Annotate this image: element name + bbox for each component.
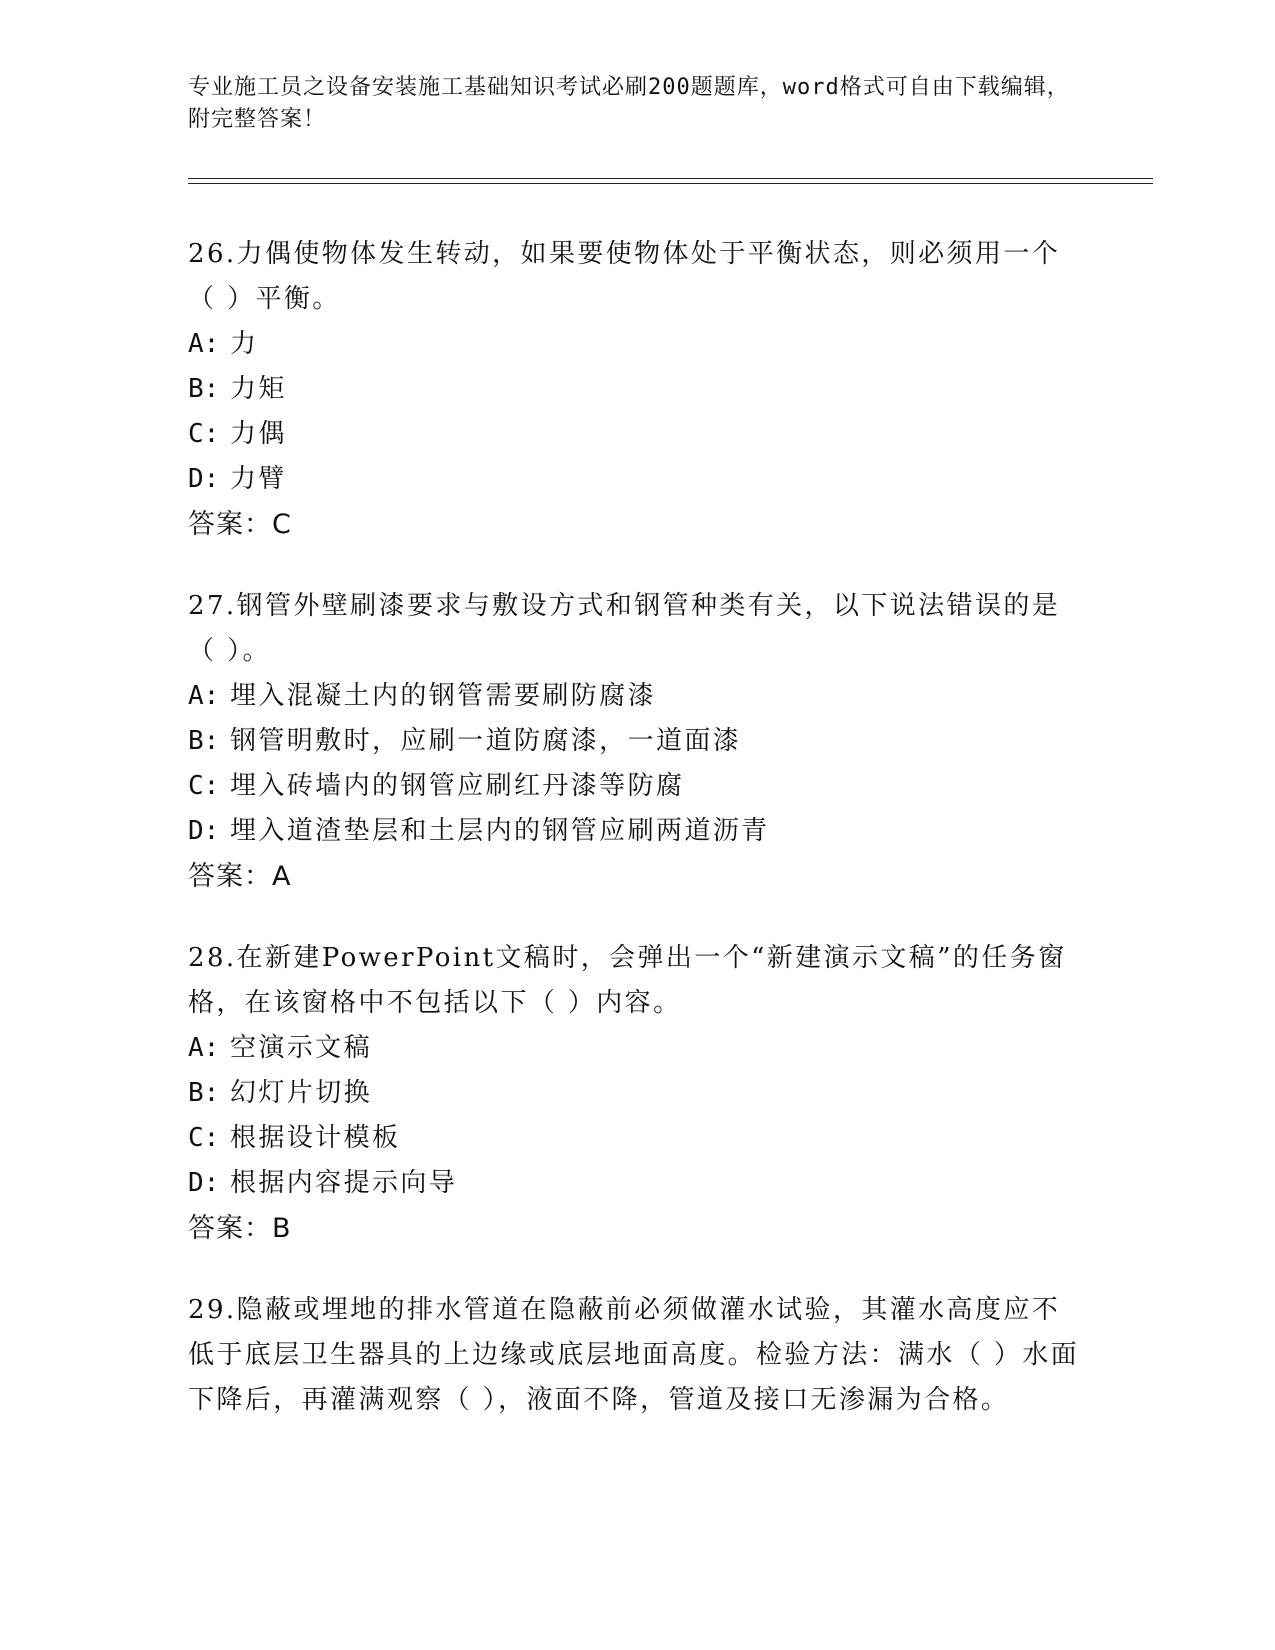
option-text: 力 bbox=[229, 329, 259, 359]
option-b bbox=[188, 367, 1088, 412]
option-key: D: bbox=[188, 816, 220, 846]
question-stem: 29.隐蔽或埋地的排水管道在隐蔽前必须做灌水试验，其灌水高度应不低于底层卫生器具的上边缘或底层地面高度。检验方法：满水（ ）水面下降后，再灌满观察（ ），液面不降，管道及接口无渗漏为合格。 bbox=[188, 1295, 1080, 1415]
option-d bbox=[188, 809, 1088, 854]
option-key: D: bbox=[188, 464, 220, 494]
option-key: B: bbox=[188, 726, 220, 756]
option-text: 钢管明敷时，应刷一道防腐漆，一道面漆 bbox=[229, 726, 742, 756]
option-text: 力矩 bbox=[229, 374, 287, 404]
option-text: 根据内容提示向导 bbox=[229, 1168, 458, 1198]
option-c bbox=[188, 412, 1088, 457]
question-29 bbox=[188, 1288, 1088, 1423]
answer-line: 答案：A bbox=[188, 861, 292, 892]
option-key: A: bbox=[188, 329, 220, 359]
option-c bbox=[188, 764, 1088, 809]
option-d bbox=[188, 457, 1088, 502]
header-divider-bottom bbox=[188, 183, 1153, 184]
option-d bbox=[188, 1161, 1088, 1206]
option-key: C: bbox=[188, 419, 220, 449]
option-key: B: bbox=[188, 1078, 220, 1108]
question-stem: 27.钢管外壁刷漆要求与敷设方式和钢管种类有关，以下说法错误的是（ ）。 bbox=[188, 591, 1061, 666]
option-a bbox=[188, 674, 1088, 719]
option-key: C: bbox=[188, 1123, 220, 1153]
option-text: 埋入混凝土内的钢管需要刷防腐漆 bbox=[229, 681, 656, 711]
option-key: C: bbox=[188, 771, 220, 801]
header-divider-top bbox=[188, 178, 1153, 179]
question-stem: 28.在新建PowerPoint文稿时，会弹出一个“新建演示文稿”的任务窗格，在该窗格中不包括以下（ ）内容。 bbox=[188, 943, 1067, 1018]
option-text: 空演示文稿 bbox=[229, 1033, 372, 1063]
option-b bbox=[188, 719, 1088, 764]
question-list bbox=[188, 232, 1088, 1460]
option-text: 埋入砖墙内的钢管应刷红丹漆等防腐 bbox=[229, 771, 685, 801]
question-27 bbox=[188, 584, 1088, 899]
option-text: 力偶 bbox=[229, 419, 287, 449]
option-key: A: bbox=[188, 1033, 220, 1063]
question-stem: 26.力偶使物体发生转动，如果要使物体处于平衡状态，则必须用一个（ ）平衡。 bbox=[188, 239, 1061, 314]
option-key: D: bbox=[188, 1168, 220, 1198]
question-28 bbox=[188, 936, 1088, 1251]
option-c bbox=[188, 1116, 1088, 1161]
option-b bbox=[188, 1071, 1088, 1116]
option-text: 力臂 bbox=[229, 464, 287, 494]
option-a bbox=[188, 322, 1088, 367]
answer-line: 答案：B bbox=[188, 1213, 292, 1244]
option-key: B: bbox=[188, 374, 220, 404]
option-text: 埋入道渣垫层和土层内的钢管应刷两道沥青 bbox=[229, 816, 770, 846]
option-text: 根据设计模板 bbox=[229, 1123, 401, 1153]
question-26 bbox=[188, 232, 1088, 547]
document-header: 专业施工员之设备安装施工基础知识考试必刷200题题库，word格式可自由下载编辑，附完整答案！ bbox=[188, 75, 1070, 132]
answer-line: 答案：C bbox=[188, 509, 292, 540]
option-text: 幻灯片切换 bbox=[229, 1078, 372, 1108]
option-key: A: bbox=[188, 681, 220, 711]
option-a bbox=[188, 1026, 1088, 1071]
